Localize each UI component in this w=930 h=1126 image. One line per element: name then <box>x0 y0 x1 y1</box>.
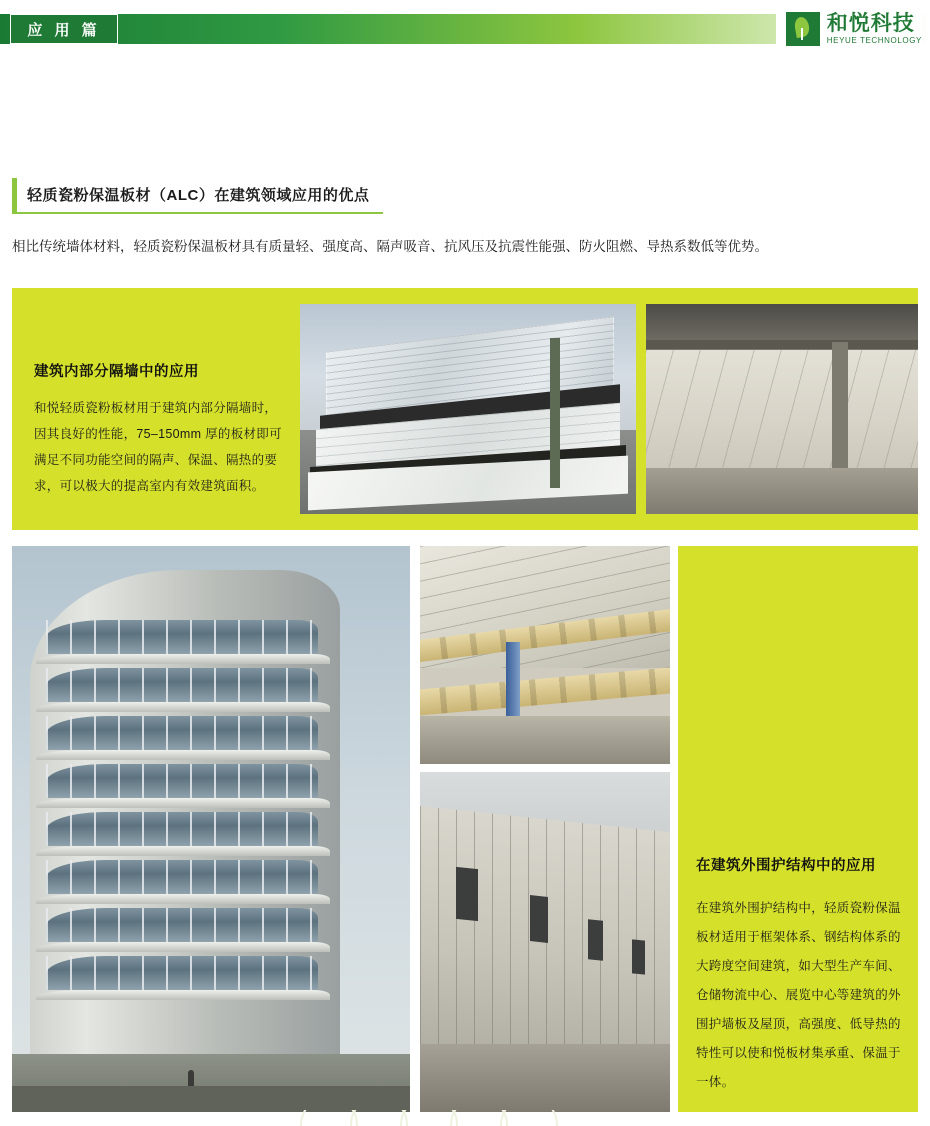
section-tab: 应 用 篇 <box>10 14 118 44</box>
stacked-alc-panels-photo <box>300 304 636 514</box>
interior-partition-block <box>12 288 918 530</box>
exterior-envelope-heading: 在建筑外围护结构中的应用 <box>696 858 876 874</box>
page-header <box>0 0 930 56</box>
interior-partition-body: 和悦轻质瓷粉板材用于建筑内部分隔墙时，因其良好的性能，75–150mm 厚的板材即可满足不同功能空间的隔声、保温、隔热的要求，可以极大的提高室内有效建筑面积。 <box>34 401 282 493</box>
logo-name-cn: 和悦科技 <box>826 12 915 35</box>
exterior-envelope-block <box>12 546 918 1112</box>
steel-roof-structure-photo <box>420 546 670 764</box>
company-logo <box>776 8 922 50</box>
interior-partition-wall-photo <box>646 304 918 514</box>
footer-decoration <box>0 1110 930 1126</box>
exterior-envelope-body: 在建筑外围护结构中，轻质瓷粉保温板材适用于框架体系、钢结构体系的大跨度空间建筑，如大型生产车间、仓储物流中心、展览中心等建筑的外围护墙板及屋顶，高强度、低导热的特性可以使和悦板材集承重、保温于一体。 <box>696 901 901 1089</box>
page-title: 轻质瓷粉保温板材（ALC）在建筑领域应用的优点 <box>12 178 383 214</box>
interior-partition-heading: 建筑内部分隔墙中的应用 <box>34 364 199 380</box>
leaf-icon <box>786 12 820 46</box>
curved-office-building-photo <box>12 546 410 1112</box>
interior-partition-text <box>22 288 290 499</box>
intro-paragraph: 相比传统墙体材料，轻质瓷粉保温板材具有质量轻、强度高、隔声吸音、抗风压及抗震性能强、防火阻燃、导热系数低等优势。 <box>12 239 768 254</box>
logo-name-en: HEYUE TECHNOLOGY <box>826 36 922 45</box>
industrial-facade-photo <box>420 772 670 1112</box>
